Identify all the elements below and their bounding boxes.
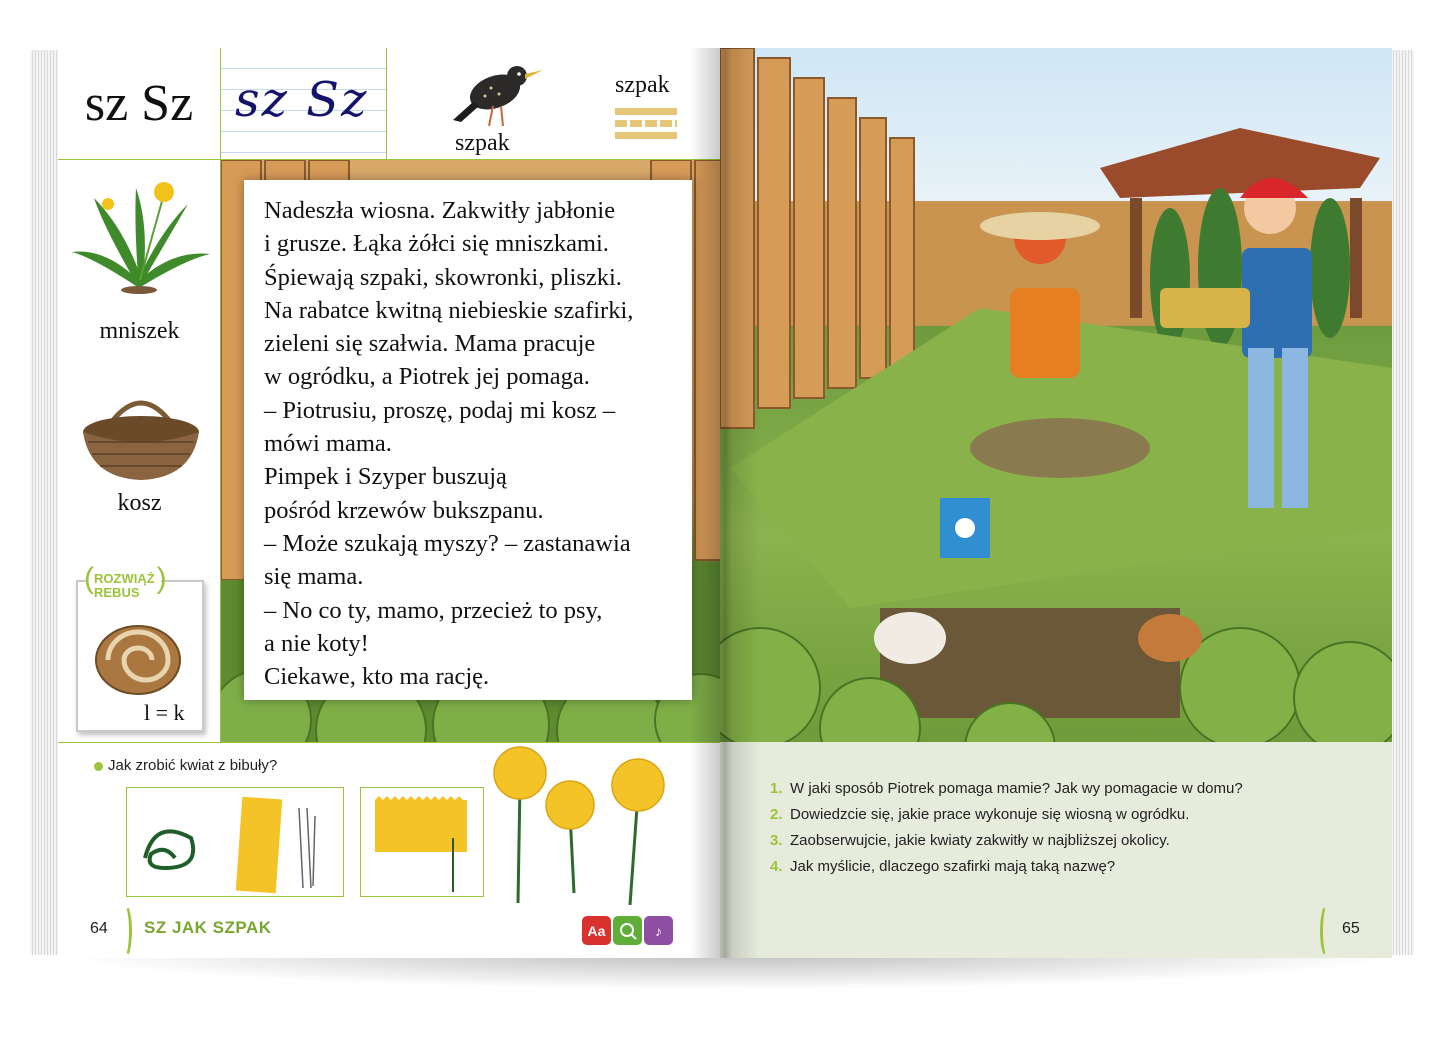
- step-materials: [126, 787, 344, 897]
- page-number-right: 65: [1342, 920, 1360, 937]
- scheme-bar-split: [615, 120, 677, 127]
- rebus-tag-line: ( ROZWIĄŻ: [94, 571, 155, 586]
- starling-icon: [447, 54, 547, 132]
- handwriting-box: [221, 48, 387, 160]
- basket-icon: [78, 382, 204, 486]
- snail-shell-icon: [88, 618, 188, 698]
- question-text: W jaki sposób Piotrek pomaga mamie? Jak wy pomagacie w domu?: [790, 780, 1243, 797]
- question-number: 4.: [770, 858, 783, 875]
- question-text: Zaobserwujcie, jakie kwiaty zakwitły w najbliższej okolicy.: [790, 832, 1170, 849]
- page-number-left: 64: [90, 920, 108, 937]
- question-text: Dowiedzcie się, jakie prace wykonuje się wiosną w ogródku.: [790, 806, 1190, 823]
- question-item: [770, 854, 1243, 880]
- key-word-box: [387, 48, 720, 160]
- step-cut-paper: [360, 787, 484, 897]
- image-label: mniszek: [99, 318, 180, 344]
- dandelion-icon: [64, 168, 214, 298]
- page-edges-left: [30, 50, 60, 955]
- question-number: 2.: [770, 806, 783, 823]
- paren-divider: [1320, 904, 1334, 958]
- chapter-title: SZ JAK SZPAK: [144, 918, 272, 937]
- magnifier-icon: [619, 922, 637, 940]
- craft-activity: [58, 742, 720, 904]
- question-number: 1.: [770, 780, 783, 797]
- footer-left: [58, 904, 720, 958]
- handwritten-letters: sz Sz: [235, 72, 369, 128]
- bird-label: szpak: [455, 130, 510, 156]
- rebus-box: [76, 571, 204, 732]
- paren-divider: [118, 904, 132, 958]
- rebus-equation: l = k: [144, 700, 185, 725]
- footer-right: [720, 904, 1392, 958]
- story-text: Nadeszła wiosna. Zakwitły jabłonie i grusze. Łąka żółci się mniszkami. Śpiewają szpaki, skowronki, pliszki. Na rabatce kwitną niebieskie szafirki, zieleni się szałwia. Mama pracuje w ogródku, a Piotrek jej pomaga. – Piotrusiu, proszę, podaj mi kosz – mówi mama. Pimpek i Szyper buszują pośród krzewów bukszpanu. – Może szukają myszy? – zastanawia się mama. – No co ty, mamo, przecież to psy, a nie koty! Ciekawe, kto ma rację.: [264, 197, 634, 691]
- craft-materials-icon: [127, 788, 341, 894]
- garden-scene-drawing: [720, 48, 1392, 742]
- question-item: [770, 776, 1243, 802]
- skill-badges: [582, 916, 673, 945]
- story-text-box: [244, 180, 692, 700]
- question-item: [770, 802, 1243, 828]
- scheme-bar: [615, 132, 677, 139]
- letters-badge-icon: Aa: [582, 916, 611, 945]
- page-65: [720, 48, 1392, 958]
- image-label: kosz: [117, 490, 162, 516]
- page-64: [58, 48, 720, 958]
- page-edges-right: [1390, 50, 1414, 955]
- bullet-dot: [94, 762, 103, 771]
- picture-column: [58, 160, 221, 742]
- music-badge-icon: ♪: [644, 916, 673, 945]
- question-number: 3.: [770, 832, 783, 849]
- rebus-tag: [88, 572, 161, 600]
- garden-illustration: [720, 48, 1392, 742]
- activity-question: Jak zrobić kwiat z bibuły?: [108, 757, 278, 774]
- printed-letters: sz Sz: [84, 75, 194, 132]
- paper-flowers-icon: [478, 743, 688, 905]
- letter-box: [58, 48, 221, 160]
- rebus-tag-line: REBUS: [94, 585, 140, 600]
- scheme-bar: [615, 108, 677, 115]
- question-text: Jak myślicie, dlaczego szafirki mają taką nazwę?: [790, 858, 1116, 875]
- question-list: [770, 776, 1243, 880]
- question-item: [770, 828, 1243, 854]
- observe-badge-icon: [613, 916, 642, 945]
- word-szpak: szpak: [615, 72, 670, 98]
- sound-scheme: [615, 108, 677, 144]
- fringed-paper-icon: [361, 788, 481, 894]
